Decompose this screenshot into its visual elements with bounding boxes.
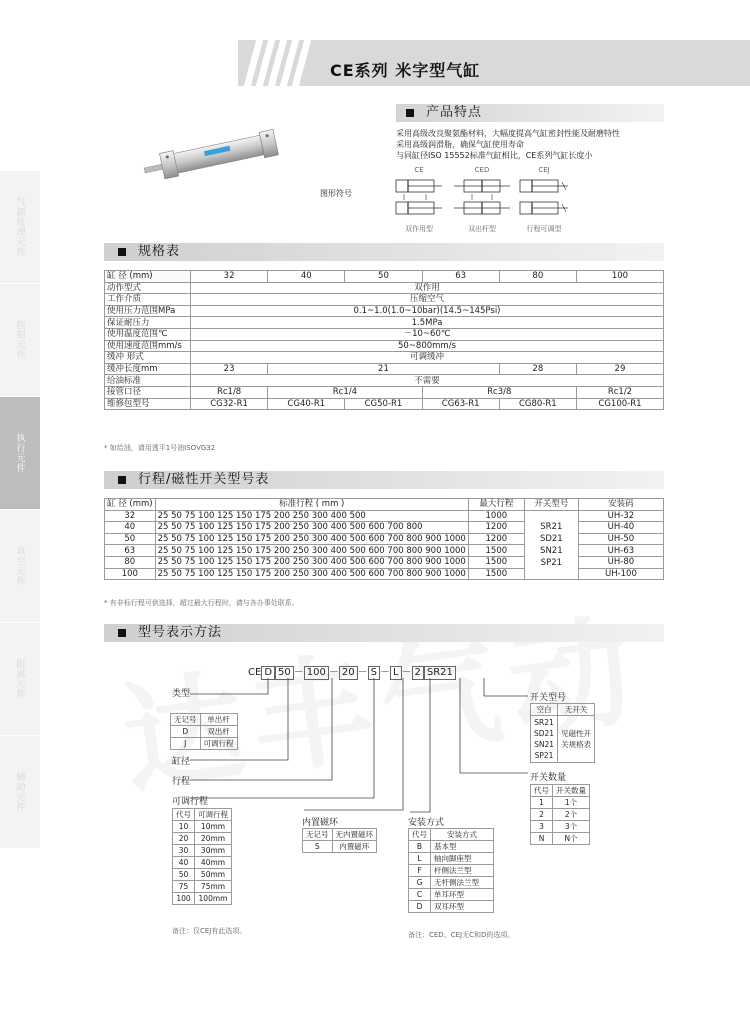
table-cell: B bbox=[409, 841, 431, 853]
table-cell: 50 bbox=[173, 869, 195, 881]
symbol-label: 图形符号 bbox=[320, 189, 352, 198]
table-cell: UH-100 bbox=[578, 568, 663, 580]
stroke-title: 行程/磁性开关型号表 bbox=[138, 472, 270, 487]
table-cell: 30mm bbox=[195, 845, 232, 857]
rail-item-label: 真空元件 bbox=[14, 546, 25, 586]
table-header-cell: 代号 bbox=[531, 785, 553, 797]
switch-code: SD21 bbox=[539, 533, 563, 544]
symbol-caption: 双作用型 bbox=[405, 225, 433, 233]
symbol-caption: 行程可调型 bbox=[526, 225, 562, 233]
table-header-cell: 安装方式 bbox=[431, 829, 494, 841]
symbol-code: CEJ bbox=[538, 166, 550, 174]
code-adj-box: 20 bbox=[339, 666, 358, 680]
table-cell: 0.1~1.0(1.0~10bar)(14.5~145Psi) bbox=[191, 305, 664, 317]
switch-table bbox=[530, 703, 595, 763]
table-cell: 无记号 bbox=[171, 714, 201, 726]
table-cell: CG32-R1 bbox=[191, 398, 268, 410]
table-cell: UH-40 bbox=[578, 522, 663, 534]
table-row bbox=[303, 829, 377, 841]
feature-line: 采用高级改良聚氨酯材料，大幅度提高气缸密封性能及耐磨特性 bbox=[396, 129, 620, 138]
table-row bbox=[173, 869, 232, 881]
table-cell: UH-80 bbox=[578, 556, 663, 568]
table-cell: CG40-R1 bbox=[268, 398, 345, 410]
table-cell: 1200 bbox=[468, 522, 524, 534]
rail-item-label: 控制元件 bbox=[14, 320, 25, 360]
table-cell: 工作介质 bbox=[105, 294, 191, 306]
table-cell: 双出杆 bbox=[200, 726, 237, 738]
table-row bbox=[173, 893, 232, 905]
table-cell: 无杆侧法兰型 bbox=[431, 877, 494, 889]
table-cell: 75 bbox=[173, 881, 195, 893]
adj-table bbox=[172, 808, 232, 905]
magnet-label: 内置磁环 bbox=[302, 818, 339, 828]
table-cell: 1 bbox=[531, 797, 553, 809]
rail-item-label: 附属元件 bbox=[14, 659, 25, 699]
mount-label: 安装方式 bbox=[408, 818, 445, 828]
code-dash: － bbox=[401, 667, 412, 678]
table-row bbox=[173, 821, 232, 833]
table-row bbox=[173, 881, 232, 893]
rail-item-label: 辅助元件 bbox=[14, 772, 25, 812]
table-row bbox=[409, 901, 494, 913]
table-cell: 单耳环型 bbox=[431, 889, 494, 901]
table-cell: 63 bbox=[422, 271, 499, 283]
table-cell: 80 bbox=[105, 556, 156, 568]
code-count-box: 2 bbox=[412, 666, 424, 680]
table-cell: 100 bbox=[576, 271, 663, 283]
table-row bbox=[531, 809, 590, 821]
table-cell: D bbox=[171, 726, 201, 738]
table-row bbox=[171, 738, 238, 750]
table-cell: F bbox=[409, 865, 431, 877]
table-cell: Rc1/4 bbox=[268, 386, 422, 398]
table-cell: 75mm bbox=[195, 881, 232, 893]
table-cell: D bbox=[409, 901, 431, 913]
feature-line: 与同缸径ISO 15552标准气缸相比，CE系列气缸长度小 bbox=[396, 151, 593, 160]
table-cell: 动作型式 bbox=[105, 282, 191, 294]
table-header-cell: 最大行程 bbox=[468, 499, 524, 511]
code-dash: － bbox=[379, 667, 390, 678]
table-header-cell: 开关型号 bbox=[524, 499, 578, 511]
switch-code: SN21 bbox=[534, 740, 554, 749]
table-cell: 100 bbox=[105, 568, 156, 580]
symbol-code: CE bbox=[414, 166, 424, 174]
table-row bbox=[409, 877, 494, 889]
table-cell: UH-32 bbox=[578, 510, 663, 522]
adj-label: 可调行程 bbox=[172, 797, 209, 807]
table-cell: 2个 bbox=[553, 809, 590, 821]
table-cell: 25 50 75 100 125 150 175 200 250 300 400 500 600 700 800 bbox=[155, 522, 468, 534]
switch-code: SR21 bbox=[540, 521, 563, 532]
page-title: CE系列 米字型气缸 bbox=[330, 61, 481, 80]
table-cell: 1500 bbox=[468, 568, 524, 580]
code-dash: － bbox=[357, 667, 368, 678]
table-cell: 缸 径 (mm) bbox=[105, 271, 191, 283]
table-cell: Rc1/8 bbox=[191, 386, 268, 398]
table-cell: 轴向脚座型 bbox=[431, 853, 494, 865]
model-title: 型号表示方法 bbox=[138, 625, 223, 640]
type-table bbox=[170, 713, 238, 750]
table-row bbox=[531, 833, 590, 845]
table-row bbox=[531, 785, 590, 797]
table-cell: CG63-R1 bbox=[422, 398, 499, 410]
table-cell: 30 bbox=[173, 845, 195, 857]
table-cell: 压缩空气 bbox=[191, 294, 664, 306]
symbol-caption: 双出杆型 bbox=[468, 225, 496, 233]
table-cell: 80 bbox=[499, 271, 576, 283]
table-cell: 使用速度范围mm/s bbox=[105, 340, 191, 352]
table-cell: 可调行程 bbox=[200, 738, 237, 750]
table-cell: L bbox=[409, 853, 431, 865]
table-row bbox=[531, 704, 595, 716]
switch-code: SP21 bbox=[534, 751, 554, 760]
stroke-label: 行程 bbox=[172, 777, 191, 787]
table-header-cell: 代号 bbox=[173, 809, 195, 821]
table-cell: 1200 bbox=[468, 533, 524, 545]
table-header-cell: 无记号 bbox=[303, 829, 333, 841]
table-cell: 20mm bbox=[195, 833, 232, 845]
table-cell: 50mm bbox=[195, 869, 232, 881]
table-cell: 32 bbox=[191, 271, 268, 283]
table-row bbox=[531, 716, 595, 763]
table-cell: 双作用 bbox=[191, 282, 664, 294]
table-cell: UH-63 bbox=[578, 545, 663, 557]
switch-code: SR21 bbox=[534, 718, 554, 727]
table-cell: CG80-R1 bbox=[499, 398, 576, 410]
table-row bbox=[303, 841, 377, 853]
table-row bbox=[173, 809, 232, 821]
table-cell: 杆侧法兰型 bbox=[431, 865, 494, 877]
code-dash: － bbox=[328, 667, 339, 678]
count-table bbox=[530, 784, 590, 845]
type-label: 类型 bbox=[172, 689, 191, 699]
table-cell: 保证耐压力 bbox=[105, 317, 191, 329]
magnet-table bbox=[302, 828, 377, 853]
table-cell: 不需要 bbox=[191, 375, 664, 387]
table-header-cell: 开关数量 bbox=[553, 785, 590, 797]
table-cell: 10 bbox=[173, 821, 195, 833]
table-cell: 100mm bbox=[195, 893, 232, 905]
table-cell: 使用压力范围MPa bbox=[105, 305, 191, 317]
table-cell: 40mm bbox=[195, 857, 232, 869]
switch-desc-cell: 见磁性开关规格表 bbox=[558, 716, 595, 763]
switch-code: SN21 bbox=[540, 545, 563, 556]
table-cell: 给油标准 bbox=[105, 375, 191, 387]
table-cell: 3 bbox=[531, 821, 553, 833]
table-cell: 50 bbox=[345, 271, 422, 283]
table-cell: 缓冲 形式 bbox=[105, 352, 191, 364]
table-cell: 1000 bbox=[468, 510, 524, 522]
table-cell: 3个 bbox=[553, 821, 590, 833]
code-type-box: D bbox=[261, 666, 275, 680]
table-cell: 25 50 75 100 125 150 175 200 250 300 400 500 bbox=[155, 510, 468, 522]
table-header-cell: 安装码 bbox=[578, 499, 663, 511]
table-cell: 28 bbox=[499, 363, 576, 375]
table-cell: 32 bbox=[105, 510, 156, 522]
table-cell: 63 bbox=[105, 545, 156, 557]
switch-code: SP21 bbox=[540, 557, 563, 568]
mount-note: 备注：CED、CEJ无C和D的选项。 bbox=[408, 931, 515, 939]
table-cell: 接管口径 bbox=[105, 386, 191, 398]
table-cell: 双耳环型 bbox=[431, 901, 494, 913]
spec-note: * 如给油，请用透平1号油ISOVG32 bbox=[104, 444, 216, 452]
code-dash: － bbox=[293, 667, 304, 678]
table-cell: 维修包型号 bbox=[105, 398, 191, 410]
table-cell: 50~800mm/s bbox=[191, 340, 664, 352]
spec-title: 规格表 bbox=[138, 244, 181, 259]
table-row bbox=[173, 833, 232, 845]
table-cell: 40 bbox=[268, 271, 345, 283]
code-magnet-box: S bbox=[368, 666, 380, 680]
table-row bbox=[409, 889, 494, 901]
table-row bbox=[171, 714, 238, 726]
table-cell: 单出杆 bbox=[200, 714, 237, 726]
table-cell: 50 bbox=[105, 533, 156, 545]
table-cell: S bbox=[303, 841, 333, 853]
table-cell: 40 bbox=[105, 522, 156, 534]
table-cell: 25 50 75 100 125 150 175 200 250 300 400 500 600 700 800 900 1000 bbox=[155, 568, 468, 580]
table-row bbox=[531, 821, 590, 833]
mount-table bbox=[408, 828, 494, 913]
table-cell: G bbox=[409, 877, 431, 889]
table-header-cell: 缸 径 (mm) bbox=[105, 499, 156, 511]
table-cell: －10~60℃ bbox=[191, 328, 664, 340]
bore-label: 缸径 bbox=[172, 757, 191, 767]
table-header-cell: 可调行程 bbox=[195, 809, 232, 821]
table-cell: 25 50 75 100 125 150 175 200 250 300 400 500 600 700 800 900 1000 bbox=[155, 556, 468, 568]
table-cell: 25 50 75 100 125 150 175 200 250 300 400 500 600 700 800 900 1000 bbox=[155, 533, 468, 545]
table-header-cell: 无内置磁环 bbox=[332, 829, 377, 841]
table-cell: 可调缓冲 bbox=[191, 352, 664, 364]
table-cell: N bbox=[531, 833, 553, 845]
table-cell: 1个 bbox=[553, 797, 590, 809]
table-cell: 40 bbox=[173, 857, 195, 869]
code-switch-box: SR21 bbox=[424, 666, 456, 680]
table-cell: 缓冲长度mm bbox=[105, 363, 191, 375]
table-row bbox=[173, 845, 232, 857]
table-cell: 20 bbox=[173, 833, 195, 845]
table-header-cell: 无开关 bbox=[558, 704, 595, 716]
table-cell: 21 bbox=[268, 363, 500, 375]
feature-line: 采用高级润滑脂，确保气缸使用寿命 bbox=[396, 140, 524, 149]
table-cell: J bbox=[171, 738, 201, 750]
code-bore-box: 50 bbox=[275, 666, 294, 680]
table-cell: 内置磁环 bbox=[332, 841, 377, 853]
table-header-cell: 代号 bbox=[409, 829, 431, 841]
table-cell: Rc3/8 bbox=[422, 386, 576, 398]
table-header-cell: 空白 bbox=[531, 704, 558, 716]
switch-codes-cell bbox=[531, 716, 558, 763]
code-stroke-box: 100 bbox=[304, 666, 329, 680]
table-row bbox=[409, 853, 494, 865]
table-row bbox=[409, 829, 494, 841]
symbol-code: CED bbox=[474, 166, 490, 174]
table-cell: 23 bbox=[191, 363, 268, 375]
table-cell: UH-50 bbox=[578, 533, 663, 545]
rail-item-label: 气源处理元件 bbox=[14, 197, 25, 257]
table-cell: 1500 bbox=[468, 545, 524, 557]
table-cell: C bbox=[409, 889, 431, 901]
switch-code: SD21 bbox=[534, 729, 555, 738]
table-cell: 25 50 75 100 125 150 175 200 250 300 400 500 600 700 800 900 1000 bbox=[155, 545, 468, 557]
table-cell: 1500 bbox=[468, 556, 524, 568]
count-label: 开关数量 bbox=[530, 773, 567, 783]
table-row bbox=[409, 865, 494, 877]
code-mount-box: L bbox=[390, 666, 402, 680]
table-row bbox=[531, 797, 590, 809]
table-cell: N个 bbox=[553, 833, 590, 845]
table-header-cell: 标准行程 ( mm ) bbox=[155, 499, 468, 511]
table-row bbox=[409, 841, 494, 853]
code-prefix: CE bbox=[248, 667, 262, 678]
switch-label: 开关型号 bbox=[530, 693, 567, 703]
adj-note: 备注：仅CEJ有此选项。 bbox=[172, 927, 247, 935]
table-cell: 基本型 bbox=[431, 841, 494, 853]
table-cell: 10mm bbox=[195, 821, 232, 833]
table-row bbox=[171, 726, 238, 738]
table-cell: CG50-R1 bbox=[345, 398, 422, 410]
table-cell: 1.5MPa bbox=[191, 317, 664, 329]
table-cell: 2 bbox=[531, 809, 553, 821]
table-cell: 使用温度范围℃ bbox=[105, 328, 191, 340]
stroke-note: * 有非标行程可供选择，超过最大行程时，请与各办事处联系。 bbox=[104, 599, 299, 607]
features-title: 产品特点 bbox=[426, 105, 483, 120]
rail-item-label: 执行元件 bbox=[14, 433, 25, 473]
table-cell: CG100-R1 bbox=[576, 398, 663, 410]
table-row bbox=[173, 857, 232, 869]
table-cell: 29 bbox=[576, 363, 663, 375]
table-cell: Rc1/2 bbox=[576, 386, 663, 398]
table-cell: 100 bbox=[173, 893, 195, 905]
